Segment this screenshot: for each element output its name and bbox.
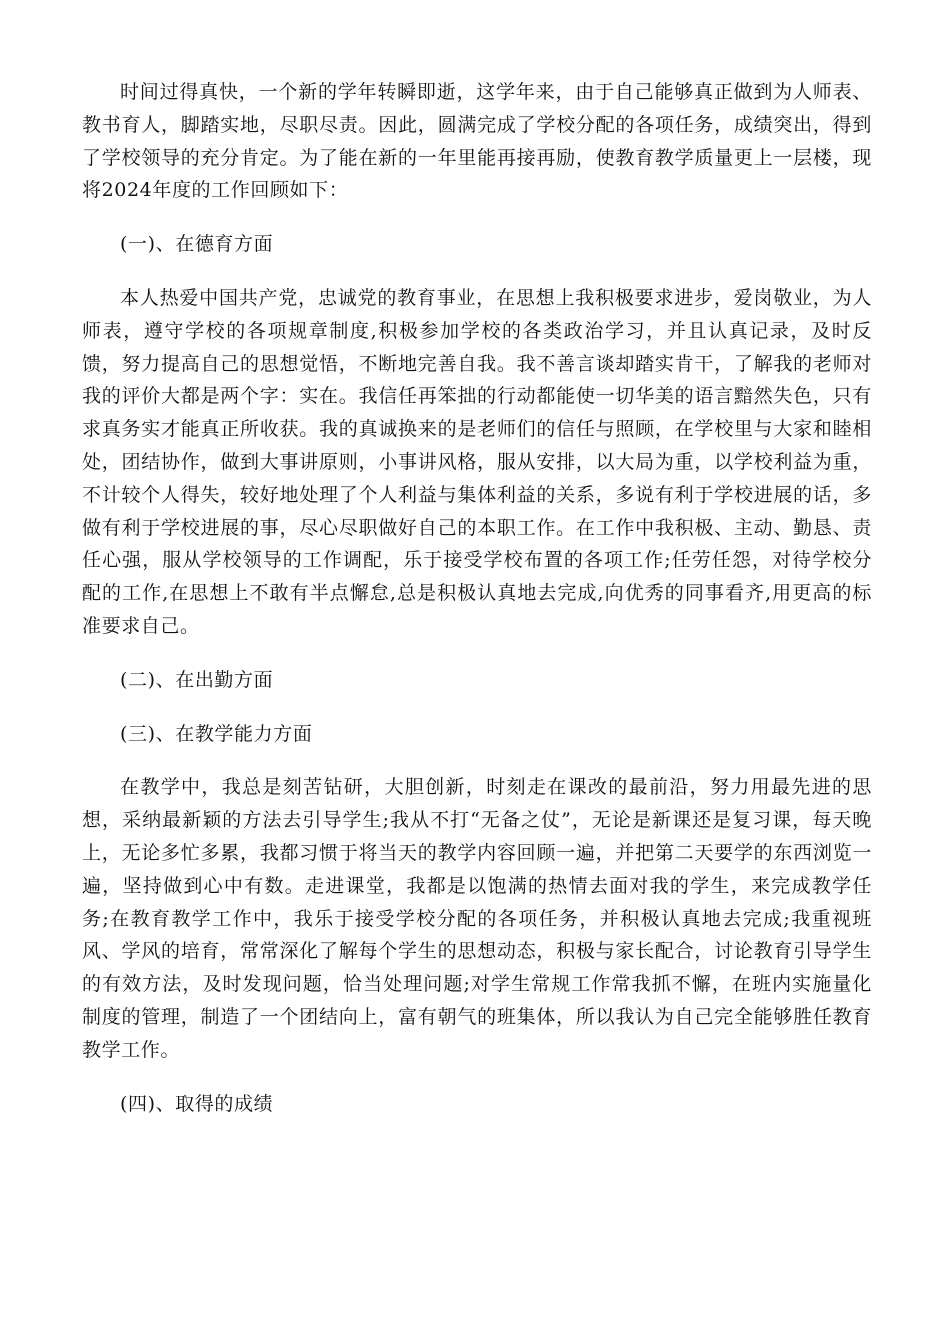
section-heading-moral-education: (一)、在德育方面: [120, 233, 274, 256]
moral-education-paragraph: 本人热爱中国共产党，忠诚党的教育事业，在思想上我积极要求进步，爱岗敬业，为人师表，遵守学校的各项规章制度,积极参加学校的各类政治学习，并且认真记录，及时反馈，努力提高自己的思想觉悟，不断地完善自我。我不善言谈却踏实肯干，了解我的老师对我的评价大都是两个字：实在。我信任再笨拙的行动都能使一切华美的语言黯然失色，只有求真务实才能真正所收获。我的真诚换来的是老师们的信任与照顾，在学校里与大家和睦相处，团结协作，做到大事讲原则，小事讲风格，服从安排，以大局为重，以学校利益为重，不计较个人得失，较好地处理了个人利益与集体利益的关系，多说有利于学校进展的话，多做有利于学校进展的事，尽心尽职做好自己的本职工作。在工作中我积极、主动、勤恳、责任心强，服从学校领导的工作调配，乐于接受学校布置的各项工作;任劳任怨，对待学校分配的工作,在思想上不敢有半点懈怠,总是积极认真地去完成,向优秀的同事看齐,用更高的标准要求自己。: [82, 286, 872, 637]
teaching-ability-paragraph: 在教学中，我总是刻苦钻研，大胆创新，时刻走在课改的最前沿，努力用最先进的思想，采纳最新颖的方法去引导学生;我从不打“无备之仗”，无论是新课还是复习课，每天晚上，无论多忙多累，我都习惯于将当天的教学内容回顾一遍，并把第二天要学的东西浏览一遍，坚持做到心中有数。走进课堂，我都是以饱满的热情去面对我的学生，来完成教学任务;在教育教学工作中，我乐于接受学校分配的各项任务，并积极认真地去完成;我重视班风、学风的培育，常常深化了解每个学生的思想动态，积极与家长配合，讨论教育引导学生的有效方法，及时发现问题，恰当处理问题;对学生常规工作常我抓不懈，在班内实施量化制度的管理，制造了一个团结向上，富有朝气的班集体，所以我认为自己完全能够胜任教育教学工作。: [82, 776, 872, 1061]
section-heading-attendance: (二)、在出勤方面: [120, 668, 274, 691]
intro-paragraph: 时间过得真快，一个新的学年转瞬即逝，这学年来，由于自己能够真正做到为人师表、教书育人，脚踏实地，尽职尽责。因此，圆满完成了学校分配的各项任务，成绩突出，得到了学校领导的充分肯定。为了能在新的一年里能再接再励，使教育教学质量更上一层楼，现将2024年度的工作回顾如下：: [82, 81, 872, 202]
document-page: [82, 76, 872, 1120]
section-heading-achievements: (四)、取得的成绩: [120, 1092, 274, 1115]
section-heading-teaching-ability: (三)、在教学能力方面: [120, 722, 313, 745]
